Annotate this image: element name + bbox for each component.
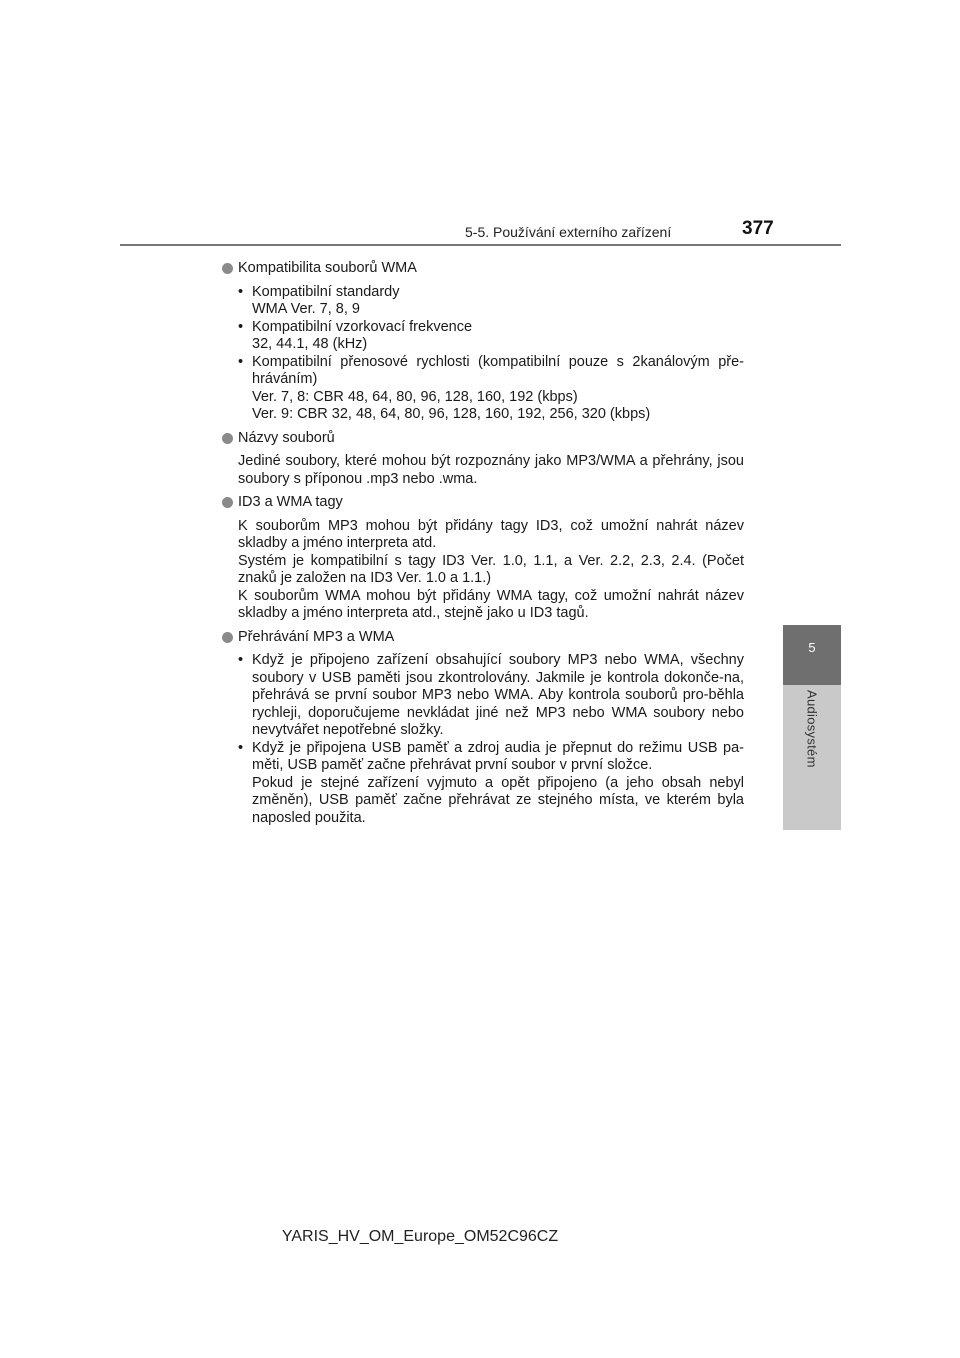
list-item [222,284,744,319]
paragraph: Jediné soubory, které mohou být rozpoznány jako MP3/WMA a přehrány, jsou soubory s příponou .mp3 nebo .wma. [238,453,744,487]
bullet-dot-icon [222,632,233,643]
list-item [222,652,744,740]
header-rule [120,244,841,246]
bullet-dot-icon [222,433,233,444]
list-item [222,354,744,424]
side-tab-number: 5 [808,640,816,655]
list-item [222,319,744,354]
list-item [222,740,744,828]
list-item-text: Kompatibilní přenosové rychlosti (kompatibilní pouze s 2kanálovým pře-hráváním) [252,353,744,387]
heading-text: Přehrávání MP3 a WMA [238,628,395,645]
list-item-sub: Ver. 7, 8: CBR 48, 64, 80, 96, 128, 160, 192 (kbps) [252,388,578,405]
list-item-text: Kompatibilní vzorkovací frekvence [252,318,473,335]
footer-doc-id: YARIS_HV_OM_Europe_OM52C96CZ [281,1228,559,1245]
paragraph: Systém je kompatibilní s tagy ID3 Ver. 1.0, 1.1, a Ver. 2.2, 2.3, 2.4. (Počet znaků je založen na ID3 Ver. 1.0 a 1.1.) [238,552,744,586]
heading-text: Kompatibilita souborů WMA [238,260,417,276]
bullet-dot-icon [222,497,233,508]
paragraph: K souborům WMA mohou být přidány WMA tagy, což umožní nahrát název skladby a jméno interpreta atd., stejně jako u ID3 tagů. [238,587,744,621]
side-tab-number-block [783,625,841,685]
paragraph: K souborům MP3 mohou být přidány tagy ID3, což umožní nahrát název skladby a jméno interpreta atd. [238,517,744,551]
section-heading-wma [222,260,744,278]
page-content [222,254,744,827]
section-heading-tags [222,494,744,512]
list-item-text: Když je připojena USB paměť a zdroj audia je přepnut do režimu USB pa-měti, USB paměť začne přehrávat první soubor v první složce. [252,739,744,773]
list-item-sub: 32, 44.1, 48 (kHz) [252,336,368,352]
list-item-sub: WMA Ver. 7, 8, 9 [252,301,360,317]
header-section-title: 5-5. Používání externího zařízení [465,224,672,240]
list-item-sub: Ver. 9: CBR 32, 48, 64, 80, 96, 128, 160, 192, 256, 320 (kbps) [252,406,651,422]
list-item-text: Když je připojeno zařízení obsahující soubory MP3 nebo WMA, všechny soubory v USB paměti jsou zkontrolovány. Jakmile je kontrola dokonče-na, přehrává se první soubor MP3 nebo WMA. Aby kontrola souborů pro-běhla rychleji, doporučujeme nevkládat jiné než MP3 nebo WMA soubory nebo nevytvářet nepotřebné složky. [252,652,744,738]
bullet-icon: • [238,652,244,668]
list-item-text: Kompatibilní standardy [252,283,400,300]
section-heading-names [222,430,744,448]
heading-text: ID3 a WMA tagy [238,494,343,510]
bullet-icon: • [238,283,244,300]
heading-text: Názvy souborů [238,429,335,446]
side-tab-label-text: Audiosystém [804,690,820,768]
bullet-icon: • [238,318,244,335]
bullet-icon: • [238,739,244,756]
bullet-icon: • [238,353,244,370]
page-number: 377 [742,218,774,239]
side-tab-label [783,690,841,820]
section-heading-playback [222,629,744,647]
list-item-sub: Pokud je stejné zařízení vyjmuto a opět připojeno (a jeho obsah nebyl změněn), USB paměť začne přehrávat ze stejného místa, ve kterém byla naposled použita. [252,774,744,826]
bullet-dot-icon [222,263,233,274]
